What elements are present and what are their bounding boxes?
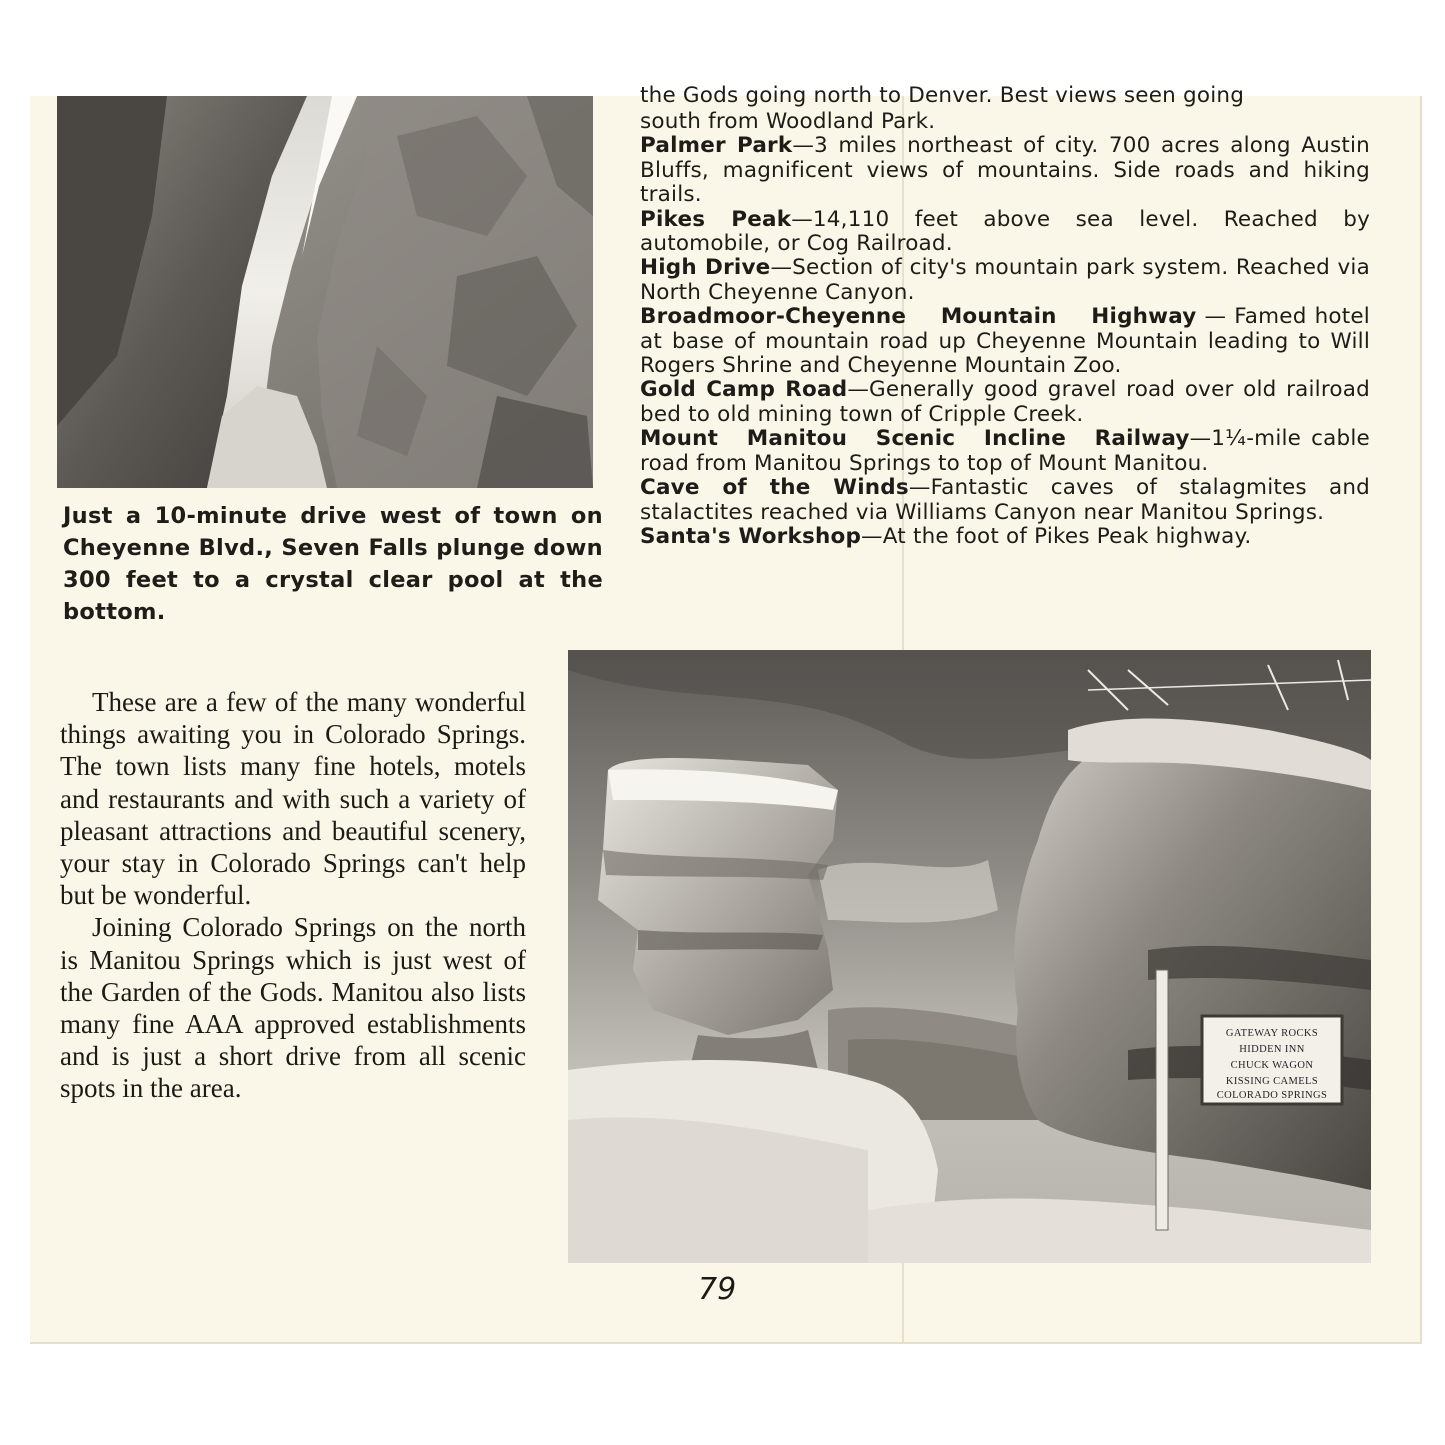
sign-line: CHUCK WAGON: [1230, 1060, 1314, 1071]
attraction-cut-continuation: south from Woodland Park.: [640, 109, 936, 134]
sign-line: HIDDEN INN: [1239, 1044, 1305, 1055]
brochure-page: [30, 83, 1422, 1344]
page-number: 79: [698, 1272, 737, 1307]
body-paragraph: These are a few of the many wonderful things awaiting you in Colorado Springs. The town lists many fine hotels, motels and restaurants and with such a variety of pleasant attractions and beautiful scenery, your stay in Colorado Springs can't help but be wonderful.: [60, 687, 526, 911]
balanced-rock-photo: [568, 650, 1371, 1263]
attraction-name: High Drive: [640, 255, 771, 281]
attraction-desc: Fantastic caves of stalagmites and stalactites reached via Williams Canyon near Manitou Springs.: [640, 475, 1370, 525]
attraction-desc: Famed hotel at base of mountain road up Cheyenne Mountain leading to Will Rogers Shrine and Cheyenne Mountain Zoo.: [640, 304, 1370, 379]
attractions-list: [640, 83, 1371, 549]
attraction-name: Palmer Park: [640, 133, 793, 159]
attraction-desc: 1¼-mile cable road from Manitou Springs to top of Mount Manitou.: [640, 426, 1370, 476]
attraction-name: Santa's Workshop: [640, 523, 862, 549]
attraction-item: Pikes Peak—14,110 feet above sea level. Reached by automobile, or Cog Railroad.: [640, 206, 1370, 257]
body-paragraph: Joining Colorado Springs on the north is Manitou Springs which is just west of the Garden of the Gods. Manitou also lists many fine AAA approved establishments and is just a short drive from all scenic spots in the area.: [60, 912, 526, 1104]
attraction-name: Pikes Peak: [640, 206, 792, 232]
sign-line: KISSING CAMELS: [1225, 1076, 1319, 1087]
attraction-item: Broadmoor-Cheyenne Mountain Highway — Famed hotel at base of mountain road up Cheyenne Mountain leading to Will Rogers Shrine and Cheyenne Mountain Zoo.: [640, 304, 1370, 379]
seven-falls-photo: [57, 96, 593, 488]
seven-falls-caption: Just a 10-minute drive west of town on Cheyenne Blvd., Seven Falls plunge down 300 feet to a crystal clear pool at the bottom.: [63, 503, 603, 625]
sign-line: GATEWAY ROCKS: [1225, 1028, 1319, 1039]
attraction-desc: 3 miles northeast of city. 700 acres along Austin Bluffs, magnificent views of mountains. Side roads and hiking trails.: [640, 133, 1371, 208]
attraction-cut-line: the Gods going north to Denver. Best views seen going: [640, 83, 1245, 108]
attraction-item: Mount Manitou Scenic Incline Railway—1¼-mile cable road from Manitou Springs to top of Mount Manitou.: [640, 426, 1370, 476]
attraction-desc: At the foot of Pikes Peak highway.: [882, 523, 1252, 549]
attraction-desc: Generally good gravel road over old railroad bed to old mining town of Cripple Creek.: [640, 377, 1370, 427]
attraction-name: Gold Camp Road: [640, 377, 848, 403]
attraction-name: Broadmoor-Cheyenne Mountain Highway: [640, 304, 1197, 330]
attraction-item: Cave of the Winds—Fantastic caves of stalagmites and stalactites reached via Williams Canyon near Manitou Springs.: [640, 475, 1370, 525]
attraction-name: Cave of the Winds: [640, 475, 909, 501]
attraction-item: Gold Camp Road—Generally good gravel road over old railroad bed to old mining town of Cripple Creek.: [640, 377, 1370, 427]
attraction-item: High Drive—Section of city's mountain park system. Reached via North Cheyenne Canyon.: [640, 255, 1370, 305]
sign-line: COLORADO SPRINGS: [1216, 1090, 1328, 1101]
attraction-desc: 14,110 feet above sea level. Reached by automobile, or Cog Railroad.: [640, 206, 1370, 257]
attraction-desc: Section of city's mountain park system. Reached via North Cheyenne Canyon.: [640, 255, 1370, 305]
body-text: [60, 686, 526, 1105]
attraction-item: Palmer Park—3 miles northeast of city. 700 acres along Austin Bluffs, magnificent views of mountains. Side roads and hiking trails.: [640, 133, 1371, 208]
attraction-name: Mount Manitou Scenic Incline Railway: [640, 426, 1190, 452]
attraction-item: Santa's Workshop—At the foot of Pikes Peak highway.: [640, 523, 1252, 549]
